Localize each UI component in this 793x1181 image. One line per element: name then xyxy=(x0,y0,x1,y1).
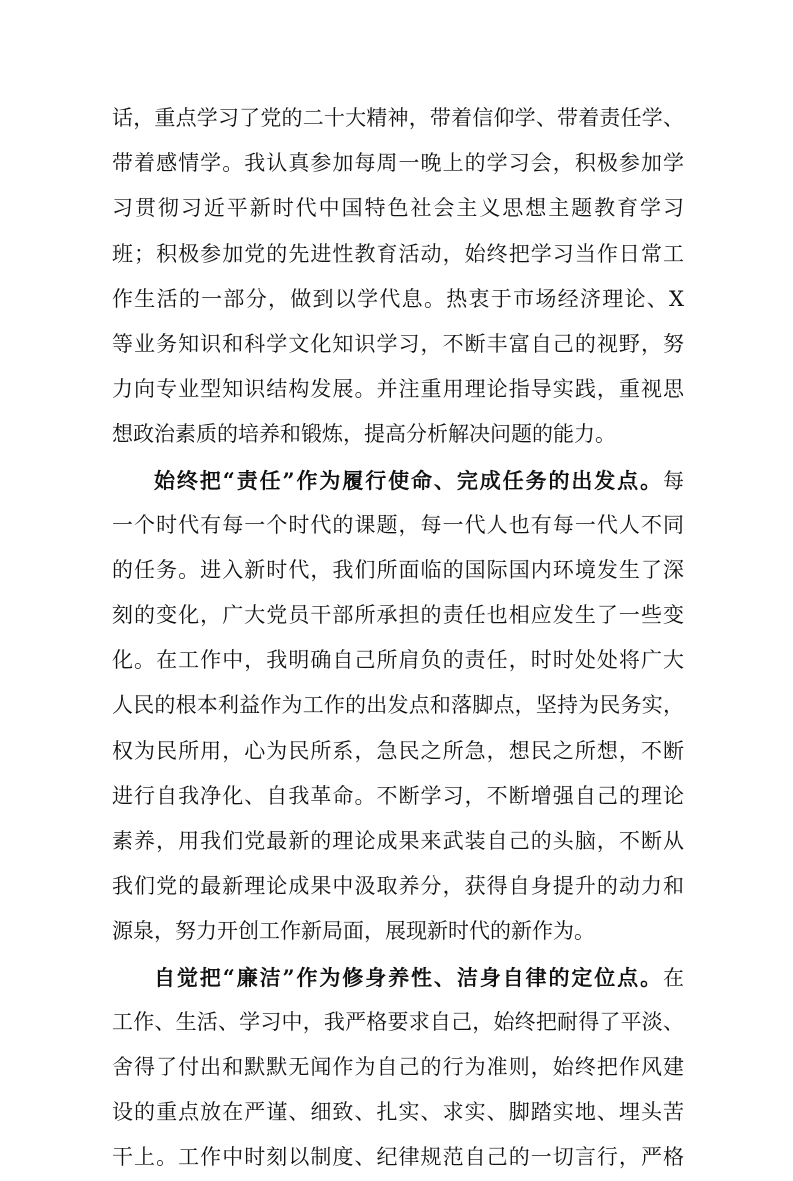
text-line: 力向专业型知识结构发展。并注重用理论指导实践，重视思 xyxy=(112,377,684,402)
text-line: 工作、生活、学习中，我严格要求自己，始终把耐得了平淡、 xyxy=(112,1009,684,1034)
paragraph-integrity xyxy=(112,955,684,1181)
text-line: 一个时代有每一个时代的课题，每一代人也有每一代人不同 xyxy=(112,512,684,537)
text-line: 进行自我净化、自我革命。不断学习，不断增强自己的理论 xyxy=(112,783,684,808)
text-line: 设的重点放在严谨、细致、扎实、求实、脚踏实地、埋头苦 xyxy=(112,1100,684,1125)
paragraph-study xyxy=(112,96,684,458)
text-line: 的任务。进入新时代，我们所面临的国际国内环境发生了深 xyxy=(112,557,684,582)
text-line: 化。在工作中，我明确自己所肩负的责任，时时处处将广大 xyxy=(112,648,684,673)
text-line: 干上。工作中时刻以制度、纪律规范自己的一切言行，严格 xyxy=(112,1145,684,1170)
heading-trailing-text: 每 xyxy=(663,468,684,493)
document-page xyxy=(112,96,684,1181)
text-line: 权为民所用，心为民所系，急民之所急，想民之所想，不断 xyxy=(112,738,684,763)
paragraph-heading: 始终把“责任”作为履行使命、完成任务的出发点。 xyxy=(154,467,663,493)
text-line: 舍得了付出和默默无闻作为自己的行为准则，始终把作风建 xyxy=(112,1054,684,1079)
text-line: 人民的根本利益作为工作的出发点和落脚点，坚持为民务实， xyxy=(112,693,684,718)
heading-trailing-text: 在 xyxy=(663,965,684,990)
text-line: 素养，用我们党最新的理论成果来武装自己的头脑，不断从 xyxy=(112,829,684,853)
text-line: 源泉，努力开创工作新局面，展现新时代的新作为。 xyxy=(112,919,595,944)
text-line: 我们党的最新理论成果中汲取养分，获得自身提升的动力和 xyxy=(112,874,684,899)
text-line: 刻的变化，广大党员干部所承担的责任也相应发生了一些变 xyxy=(112,603,684,628)
paragraph-heading: 自觉把“廉洁”作为修身养性、洁身自律的定位点。 xyxy=(154,964,663,990)
text-line: 话，重点学习了党的二十大精神，带着信仰学、带着责任学、 xyxy=(112,106,684,130)
text-line: 带着感情学。我认真参加每周一晚上的学习会，积极参加学 xyxy=(112,151,684,176)
paragraph-first-line xyxy=(112,955,684,1000)
text-line: 班；积极参加党的先进性教育活动，始终把学习当作日常工 xyxy=(112,241,684,266)
text-line: 习贯彻习近平新时代中国特色社会主义思想主题教育学习 xyxy=(112,196,684,221)
paragraph-responsibility xyxy=(112,458,684,955)
text-line: 作生活的一部分，做到以学代息。热衷于市场经济理论、X xyxy=(112,286,684,311)
paragraph-first-line xyxy=(112,458,684,503)
text-line: 想政治素质的培养和锻炼，提高分析解决问题的能力。 xyxy=(112,422,616,447)
text-line: 等业务知识和科学文化知识学习，不断丰富自己的视野，努 xyxy=(112,331,684,356)
